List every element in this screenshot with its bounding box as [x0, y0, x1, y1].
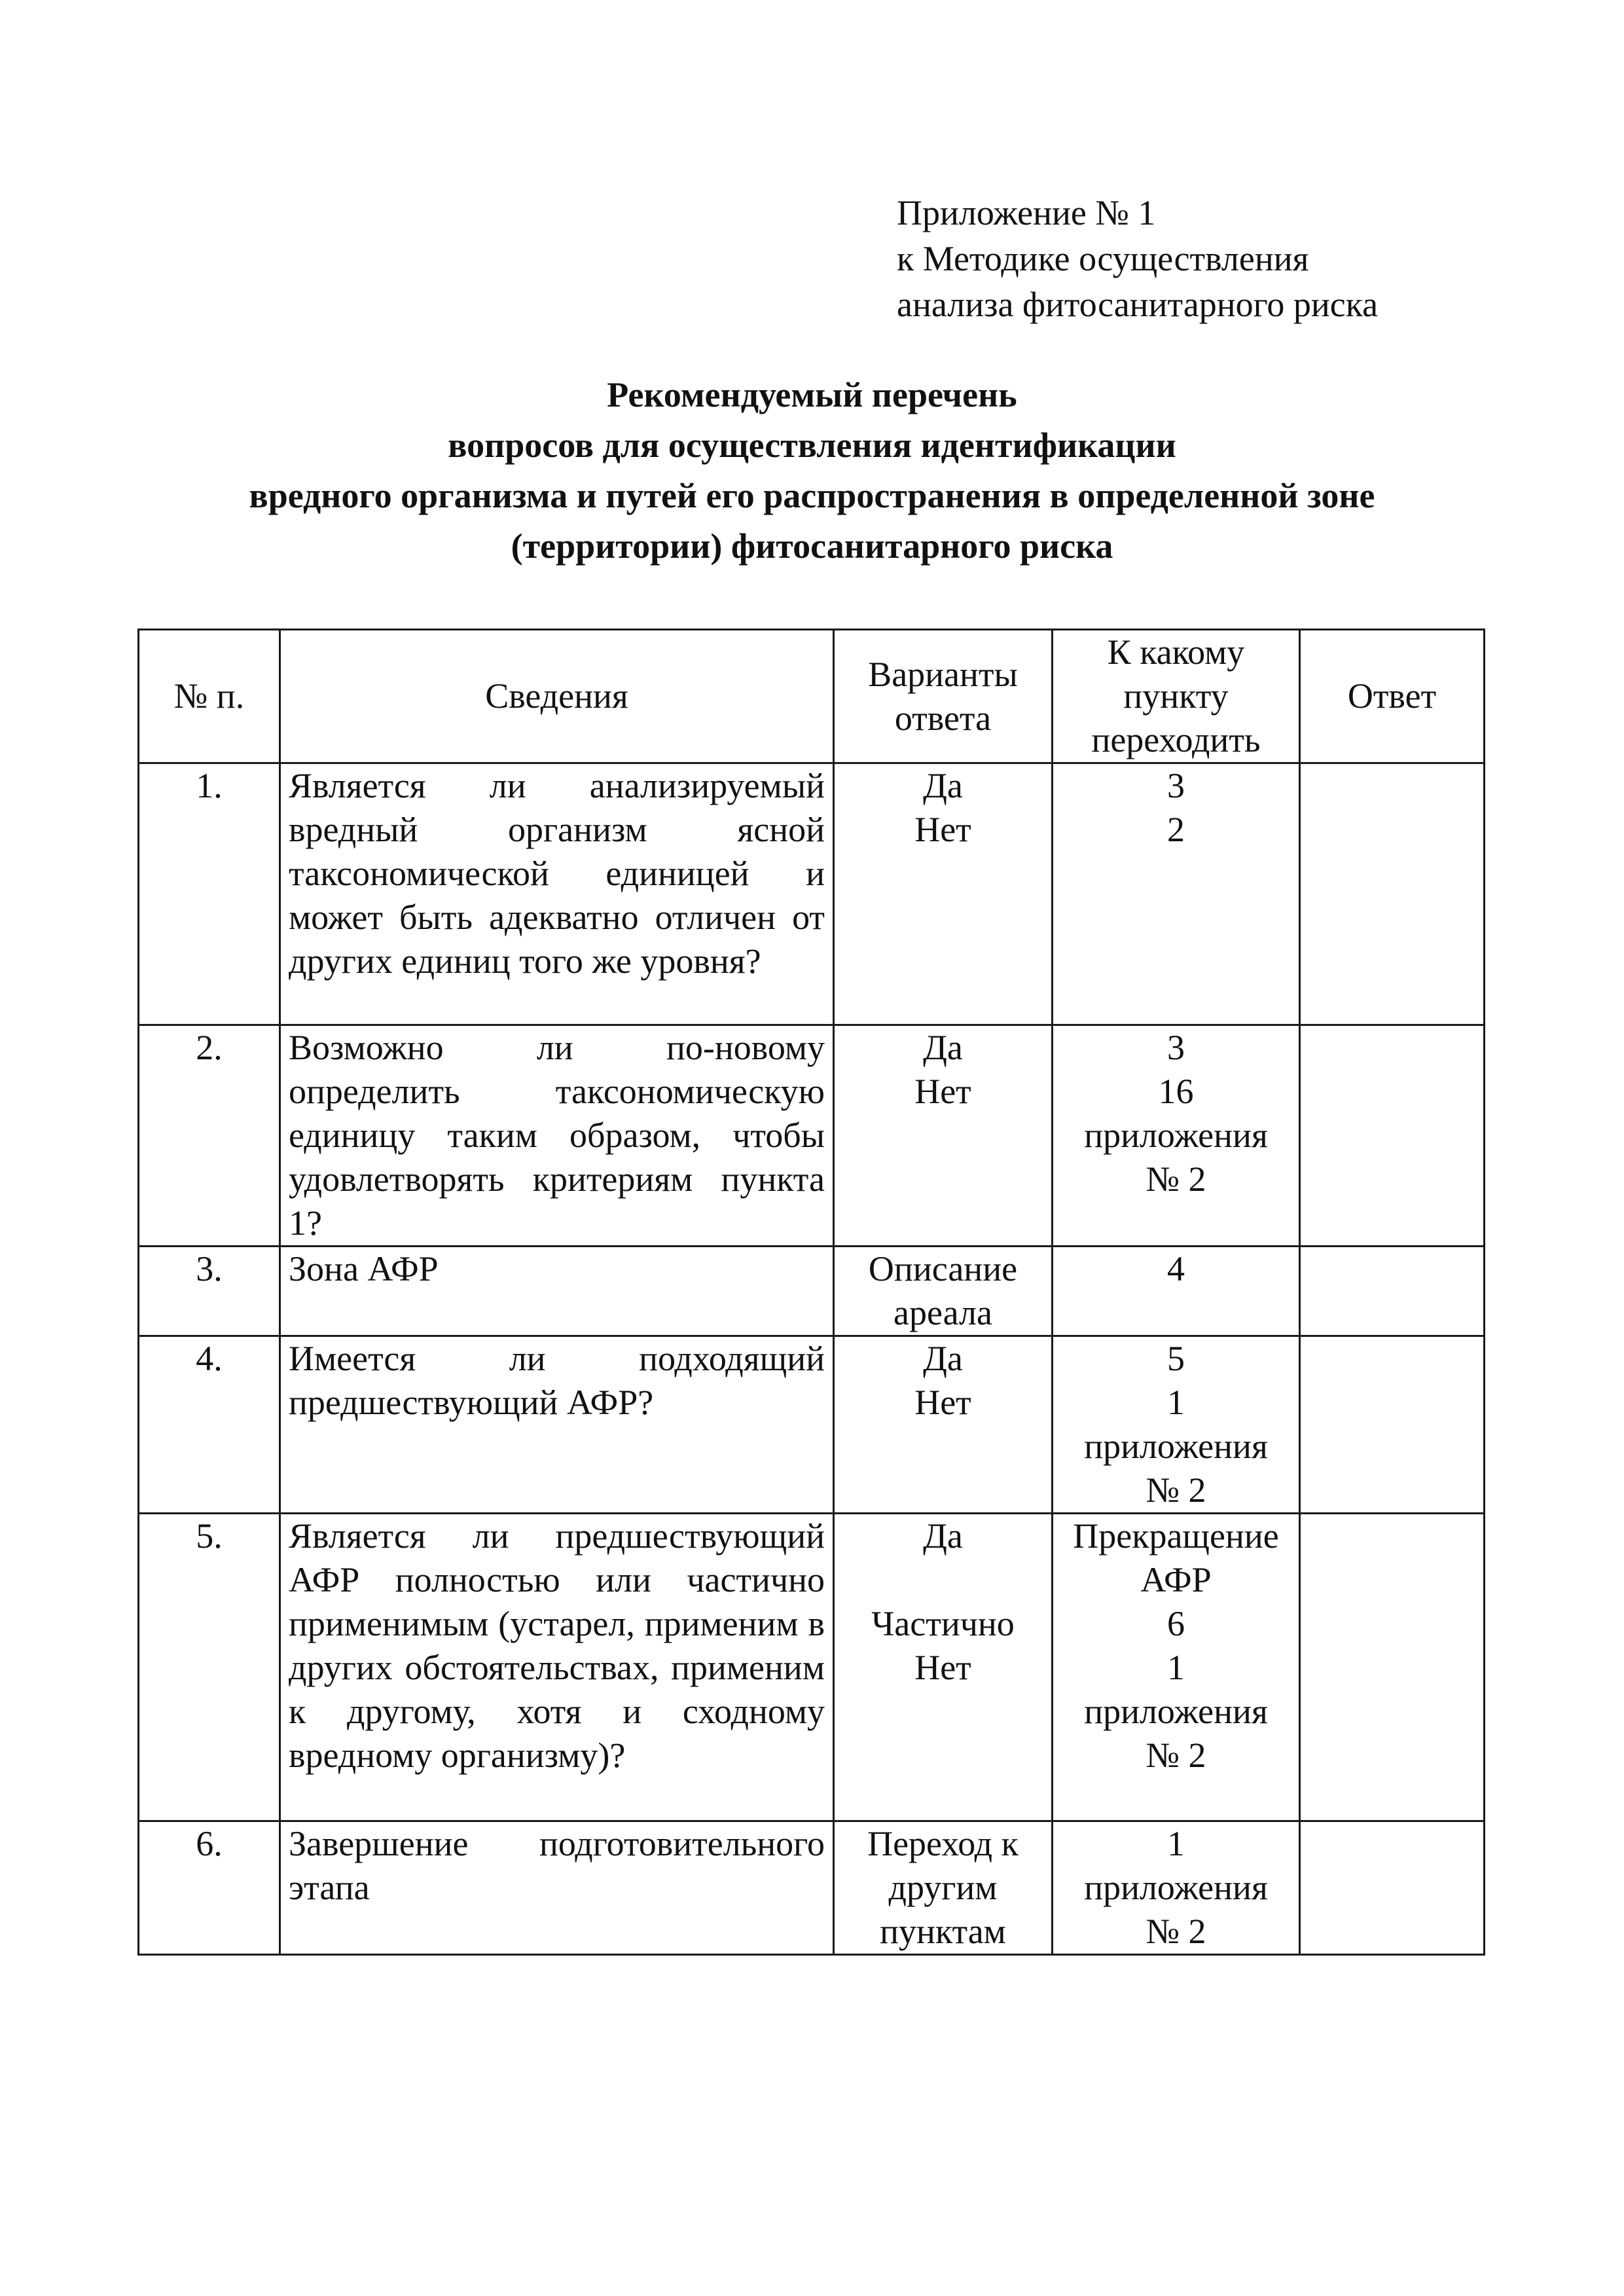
table-row [139, 1821, 1485, 1955]
header-variants: Варианты ответа [834, 630, 1053, 763]
row-number: 1. [139, 763, 280, 1025]
row-number: 3. [139, 1247, 280, 1336]
goto-item: № 2 [1146, 1470, 1206, 1510]
goto-item: приложения [1084, 1116, 1268, 1155]
table-row [139, 1025, 1485, 1247]
goto-item: 2 [1167, 810, 1185, 849]
attachment-line-3: анализа фитосанитарного риска [897, 285, 1379, 324]
row-variants [834, 763, 1053, 1025]
row-number: 6. [139, 1821, 280, 1955]
variant-option: Переход к [867, 1824, 1019, 1863]
title-line-4: (территории) фитосанитарного риска [511, 526, 1113, 566]
goto-item: 1 [1167, 1383, 1185, 1422]
table-row [139, 1514, 1485, 1821]
header-answer: Ответ [1300, 630, 1485, 763]
document-title [131, 370, 1493, 572]
row-number: 2. [139, 1025, 280, 1247]
goto-item: 3 [1167, 1028, 1185, 1067]
header-num: № п. [139, 630, 280, 763]
row-goto [1053, 1821, 1300, 1955]
variant-option: Да [923, 1339, 963, 1378]
row-info: Возможно ли по-новому определить таксономическую единицу таким образом, чтобы удовлетворять критериям пункта 1? [280, 1025, 834, 1247]
goto-item: 4 [1167, 1249, 1185, 1288]
goto-item: 16 [1158, 1072, 1194, 1111]
row-goto [1053, 1247, 1300, 1336]
variant-option: Да [923, 1516, 963, 1556]
row-variants [834, 1514, 1053, 1821]
variant-option: ареала [893, 1293, 992, 1332]
goto-item: АФР [1140, 1560, 1212, 1599]
row-answer [1300, 1247, 1485, 1336]
goto-item: 6 [1167, 1604, 1185, 1643]
row-goto [1053, 1025, 1300, 1247]
row-variants [834, 1247, 1053, 1336]
variant-option: Да [923, 1028, 963, 1067]
variant-option: Нет [914, 1072, 971, 1111]
variant-option: Описание [868, 1249, 1018, 1288]
table-row [139, 1247, 1485, 1336]
variant-option: Нет [914, 1648, 971, 1687]
goto-item: 3 [1167, 766, 1185, 805]
goto-item: приложения [1084, 1427, 1268, 1466]
row-answer [1300, 1336, 1485, 1514]
row-goto [1053, 1336, 1300, 1514]
row-info: Является ли анализируемый вредный организм ясной таксономической единицей и может быть адекватно отличен от других единиц того же уровня? [280, 763, 834, 1025]
row-variants [834, 1025, 1053, 1247]
goto-item: № 2 [1146, 1912, 1206, 1951]
variant-option: Да [923, 766, 963, 805]
goto-item: 1 [1167, 1824, 1185, 1863]
row-info: Зона АФР [280, 1247, 834, 1336]
row-info: Является ли предшествующий АФР полностью или частично применимым (устарел, применим в других обстоятельствах, применим к другому, хотя и сходному вредному организму)? [280, 1514, 834, 1821]
goto-item: приложения [1084, 1692, 1268, 1731]
title-line-3: вредного организма и путей его распространения в определенной зоне [249, 476, 1375, 515]
row-variants [834, 1336, 1053, 1514]
table-row [139, 1336, 1485, 1514]
title-line-1: Рекомендуемый перечень [607, 375, 1017, 414]
goto-item: Прекращение [1073, 1516, 1279, 1556]
variant-option: Нет [914, 810, 971, 849]
row-number: 4. [139, 1336, 280, 1514]
goto-item: 5 [1167, 1339, 1185, 1378]
header-info: Сведения [280, 630, 834, 763]
row-goto [1053, 763, 1300, 1025]
title-line-2: вопросов для осуществления идентификации [448, 426, 1176, 465]
goto-item: № 2 [1146, 1736, 1206, 1775]
row-goto [1053, 1514, 1300, 1821]
row-number: 5. [139, 1514, 280, 1821]
variant-option: пунктам [880, 1912, 1006, 1951]
header-goto: К какому пункту переходить [1053, 630, 1300, 763]
row-answer [1300, 1514, 1485, 1821]
goto-item: приложения [1084, 1868, 1268, 1907]
goto-item: 1 [1167, 1648, 1185, 1687]
variant-option: Нет [914, 1383, 971, 1422]
attachment-line-2: к Методике осуществления [897, 239, 1309, 278]
attachment-header [897, 190, 1551, 327]
table-header-row [139, 630, 1485, 763]
variant-option: другим [888, 1868, 998, 1907]
table-row [139, 763, 1485, 1025]
row-variants [834, 1821, 1053, 1955]
goto-item: № 2 [1146, 1159, 1206, 1199]
questions-table [137, 629, 1485, 1956]
row-info: Завершение подготовительного этапа [280, 1821, 834, 1955]
row-answer [1300, 763, 1485, 1025]
variant-spacer [842, 1558, 1043, 1602]
variant-option: Частично [871, 1604, 1015, 1643]
attachment-line-1: Приложение № 1 [897, 193, 1156, 232]
row-answer [1300, 1025, 1485, 1247]
row-info: Имеется ли подходящий предшествующий АФР? [280, 1336, 834, 1514]
row-answer [1300, 1821, 1485, 1955]
